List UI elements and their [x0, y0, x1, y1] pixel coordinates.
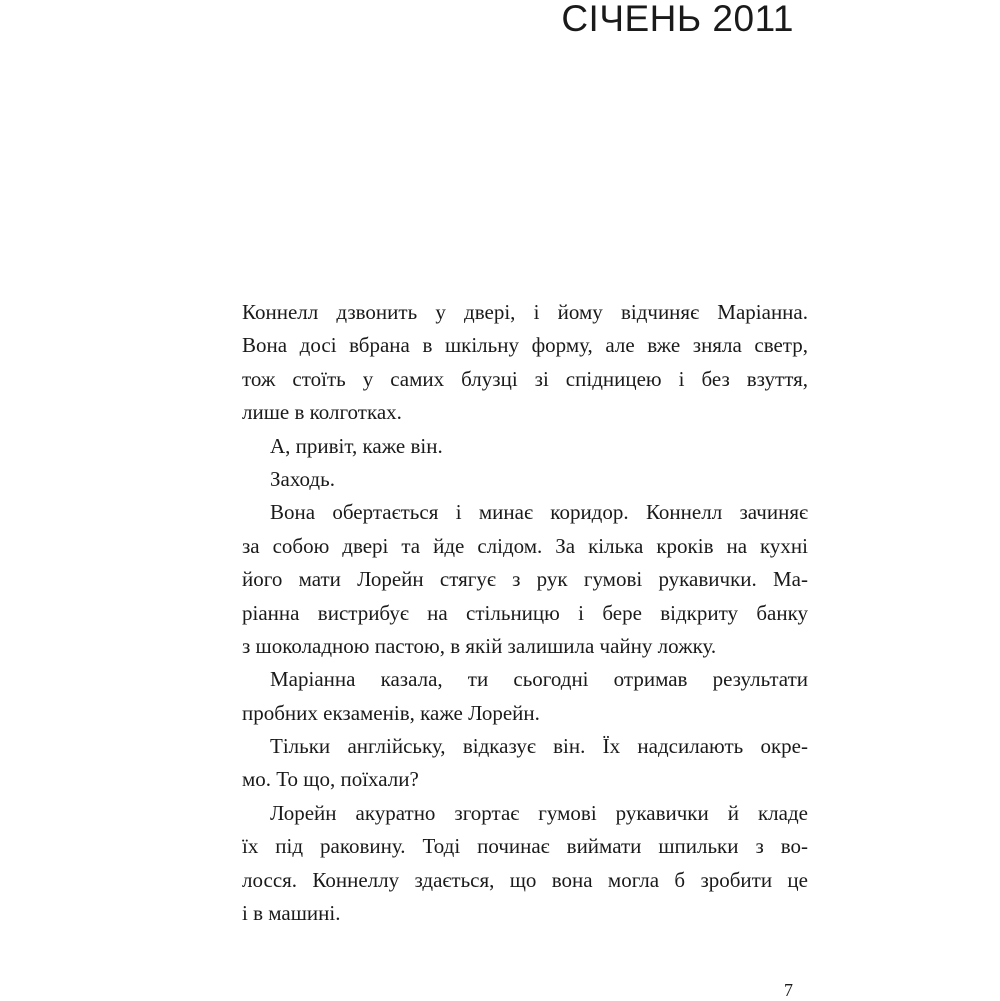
text-line: А, привіт, каже він. — [270, 433, 443, 458]
text-line: тож стоїть у самих блузці зі спідницею і без взуття, — [242, 366, 808, 391]
text-line: Лорейн акуратно згортає гумові рукавички й кладе — [270, 800, 808, 825]
text-line: лише в колготках. — [242, 400, 402, 425]
text-line: пробних екзаменів, каже Лорейн. — [242, 700, 540, 725]
text-line: з шоколадною пастою, в якій залишила чайну ложку. — [242, 633, 717, 658]
text-line: і в машині. — [242, 901, 341, 926]
page-body-text — [242, 296, 808, 930]
text-line: ріанна вистрибує на стільницю і бере відкриту банку — [242, 600, 808, 625]
text-line: Тільки англійську, відказує він. Їх надсилають окре- — [270, 734, 808, 759]
text-line: Вона досі вбрана в шкільну форму, але вже зняла светр, — [242, 333, 808, 358]
text-line: Вона обертається і минає коридор. Коннелл зачиняє — [270, 500, 808, 525]
page-number: 7 — [784, 980, 793, 1000]
text-line: Коннелл дзвонить у двері, і йому відчиняє Маріанна. — [242, 300, 808, 324]
text-line: мо. То що, поїхали? — [242, 767, 419, 792]
text-line: його мати Лорейн стягує з рук гумові рукавички. Ма- — [242, 567, 808, 592]
text-line: за собою двері та йде слідом. За кілька кроків на кухні — [242, 533, 808, 558]
text-line: Маріанна казала, ти сьогодні отримав результати — [270, 667, 808, 692]
text-line: Заходь. — [270, 466, 335, 491]
text-line: їх під раковину. Тоді починає виймати шпильки з во- — [242, 834, 808, 859]
text-line: лосся. Коннеллу здається, що вона могла б зробити це — [242, 867, 808, 892]
chapter-title: СІЧЕНЬ 2011 — [561, 0, 794, 39]
